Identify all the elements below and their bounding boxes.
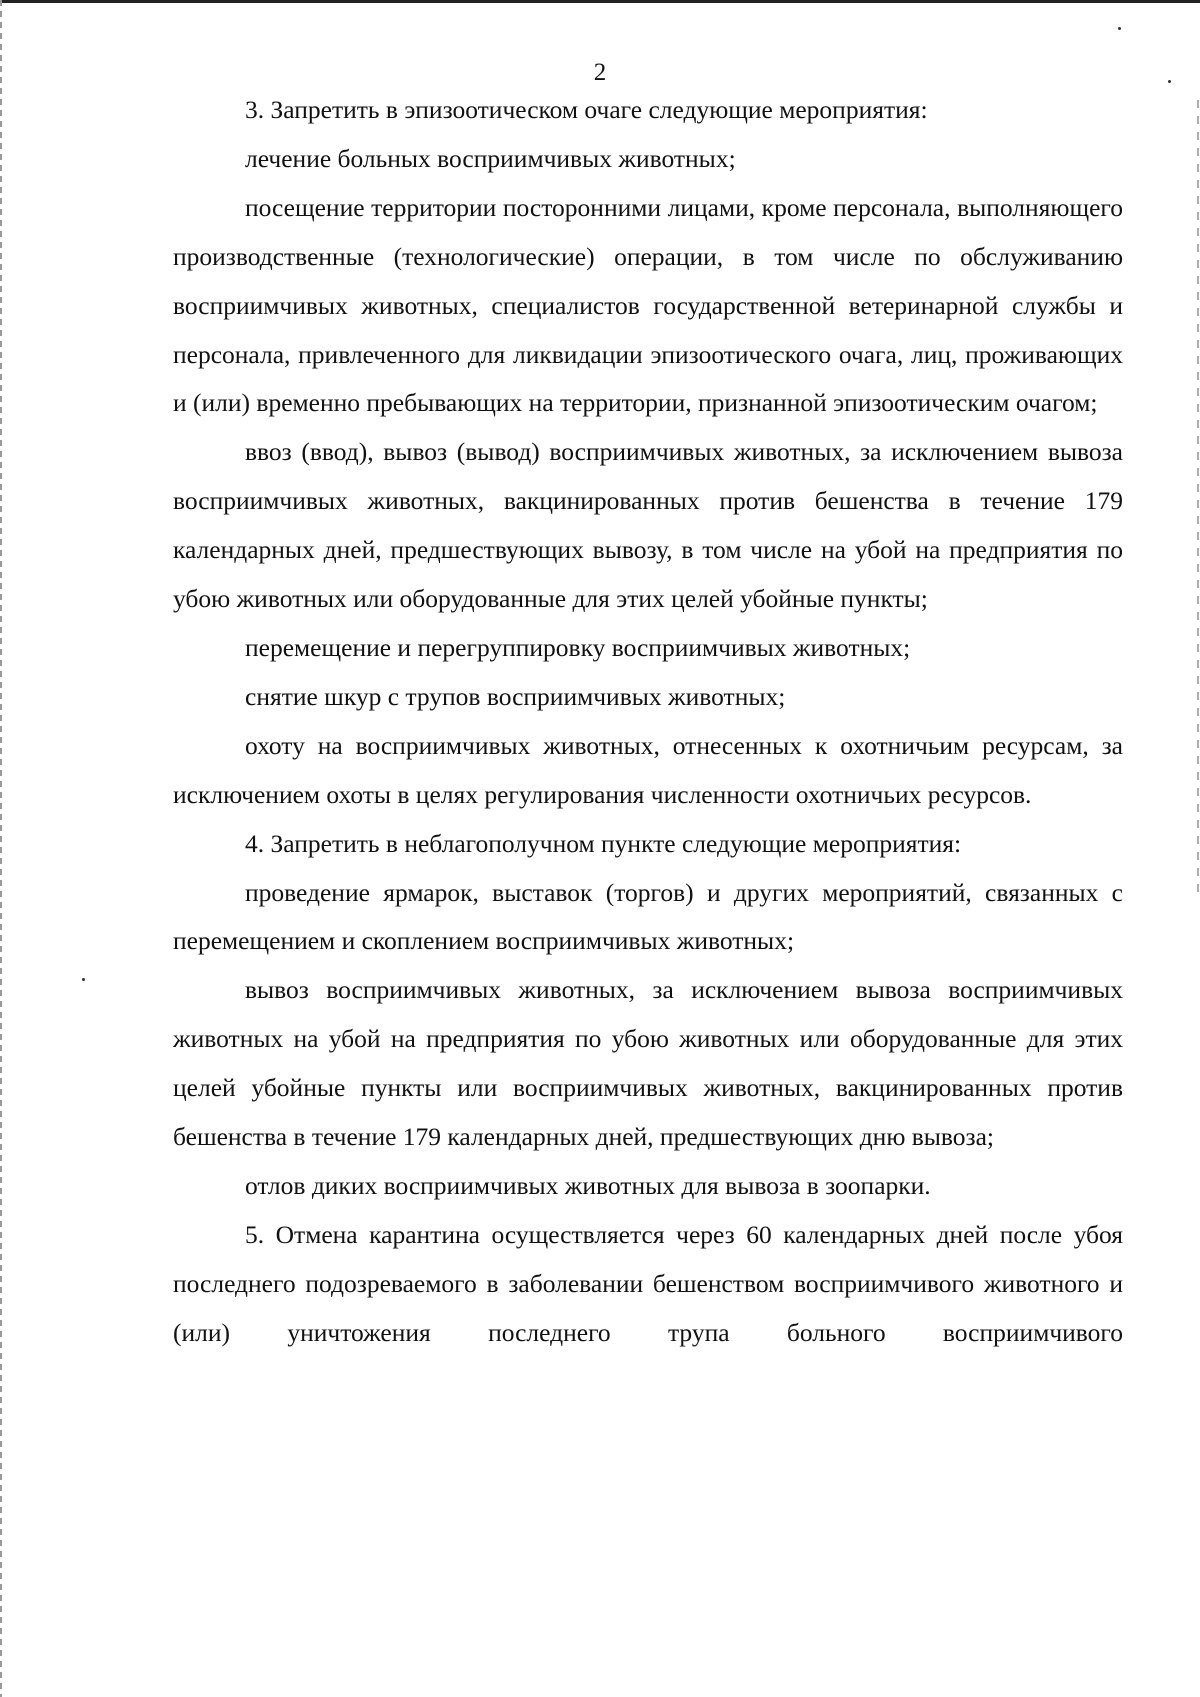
paragraph-visit-ban: посещение территории посторонними лицами, кроме персонала, выполняющего производственные (технологические) операции, в том числе по обслуживанию восприимчивых животных, специалистов государственной ветеринарной службы и персонала, привлеченного для ликвидации эпизоотического очага, лиц, проживающих и (или) временно пребывающих на территории, признанной эпизоотическим очагом; (173, 192, 1123, 418)
scan-left-edge (0, 0, 2, 1697)
paragraph-item-5: 5. Отмена карантина осуществляется через 60 календарных дней после убоя последнего подозреваемого в заболевании бешенством восприимчивого животного и (или) уничтожения последнего трупа больного восприимчивого (173, 1219, 1123, 1347)
document-body (173, 86, 1123, 1358)
paragraph-import-export-ban: ввоз (ввод), вывоз (вывод) восприимчивых животных, за исключением вывоза восприимчивых животных, вакцинированных против бешенства в течение 179 календарных дней, предшествующих вывозу, в том числе на убой на предприятия по убою животных или оборудованные для этих целей убойные пункты; (173, 437, 1123, 614)
page-number: 2 (593, 59, 607, 86)
paragraph-regrouping-ban: перемещение и перегруппировку восприимчивых животных; (245, 632, 911, 662)
paragraph-hunting-ban: охоту на восприимчивых животных, отнесенных к охотничьим ресурсам, за исключением охоты в целях регулирования численности охотничьих ресурсов. (173, 730, 1123, 809)
paragraph-skinning-ban: снятие шкур с трупов восприимчивых животных; (245, 681, 786, 711)
paragraph-fairs-ban: проведение ярмарок, выставок (торгов) и других мероприятий, связанных с перемещением и скоплением восприимчивых животных; (173, 877, 1123, 956)
scan-speck (1118, 27, 1121, 30)
scan-right-edge (1197, 100, 1199, 900)
scan-speck (82, 978, 85, 981)
paragraph-capture-ban: отлов диких восприимчивых животных для вывоза в зоопарки. (245, 1170, 931, 1200)
paragraph-item-4: 4. Запретить в неблагополучном пункте следующие мероприятия: (245, 828, 962, 858)
paragraph-export-ban: вывоз восприимчивых животных, за исключением вывоза восприимчивых животных на убой на предприятия по убою животных или оборудованные для этих целей убойные пункты или восприимчивых животных, вакцинированных против бешенства в течение 179 календарных дней, предшествующих дню вывоза; (173, 975, 1123, 1152)
scan-top-edge (0, 0, 1200, 3)
paragraph-treatment-ban: лечение больных восприимчивых животных; (245, 143, 736, 173)
paragraph-item-3: 3. Запретить в эпизоотическом очаге следующие мероприятия: (245, 95, 928, 124)
